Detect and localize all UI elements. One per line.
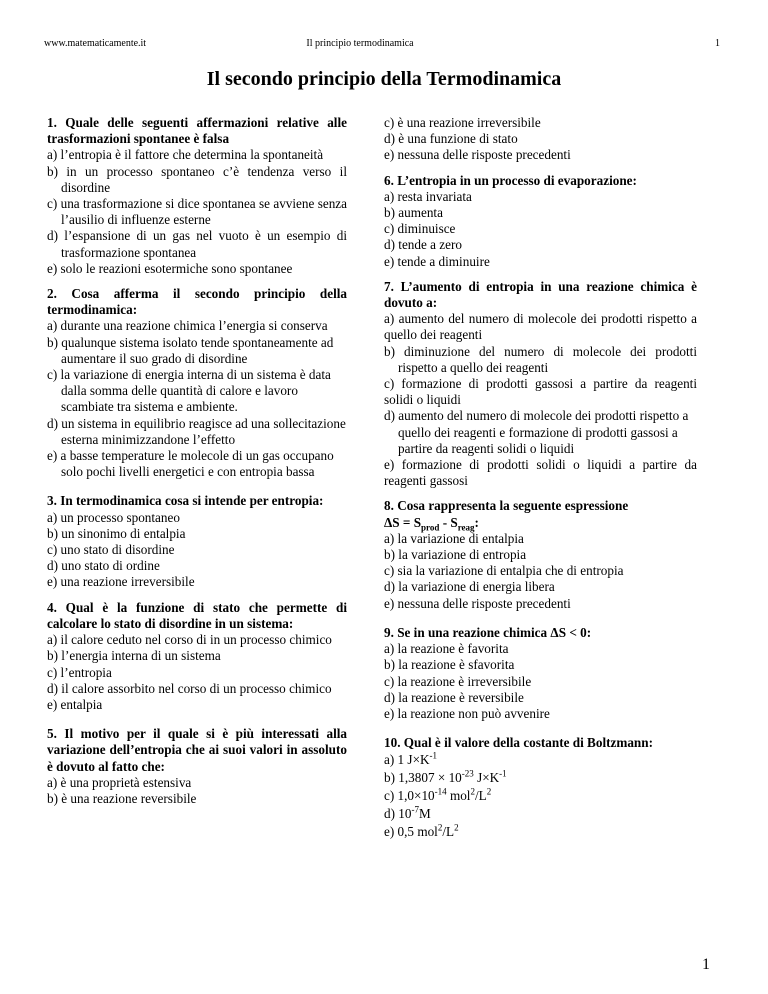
question-3 (47, 493, 347, 590)
q10-d-post: M (418, 806, 431, 822)
question-3-option-b: b) un sinonimo di entalpia (47, 525, 186, 541)
question-8-option-d: d) la variazione di energia libera (384, 579, 555, 595)
question-9 (384, 625, 697, 722)
question-10-option-b (384, 769, 697, 787)
q10-e-sup1: 2 (437, 822, 443, 833)
question-9-option-a: a) la reazione è favorita (384, 641, 509, 657)
question-2-text: 2. Cosa afferma il secondo principio della termodinamica: (47, 286, 347, 318)
question-7 (384, 279, 697, 490)
question-7-option-d: d) aumento del numero di molecole dei prodotti rispetto a quello dei reagenti e formazione di prodotti gassosi a partire da reagenti solidi o liquidi (384, 408, 689, 456)
q10-e-text: e) 0,5 mol (384, 824, 438, 840)
q10-d-sup: -7 (411, 804, 419, 815)
question-8-lead: 8. Cosa rappresenta la seguente espressione (384, 498, 629, 514)
q10-c-sup2: 2 (470, 786, 475, 797)
question-3-option-e: e) una reazione irreversibile (47, 574, 195, 590)
question-10-option-d (384, 805, 697, 823)
question-4-option-e: e) entalpia (47, 696, 103, 712)
question-9-option-e: e) la reazione non può avvenire (384, 705, 550, 721)
q10-b-sup2: -1 (499, 768, 507, 779)
q10-c-mid: mol (446, 788, 471, 804)
q10-e-sup2: 2 (454, 822, 459, 833)
question-8-expr-colon: : (474, 514, 479, 530)
question-1-option-e: e) solo le reazioni esotermiche sono spontanee (47, 260, 293, 276)
question-8-text (384, 498, 697, 533)
question-10-option-c (384, 787, 697, 805)
q10-c-post: /L (474, 788, 487, 804)
page-title: Il secondo principio della Termodinamica (206, 68, 562, 90)
header-page: 1 (715, 38, 720, 49)
question-6-text: 6. L’entropia in un processo di evaporazione: (384, 172, 637, 188)
q10-c-text: c) 1,0×10 (384, 788, 435, 804)
question-5 (47, 726, 347, 807)
question-2-option-e: e) a basse temperature le molecole di un gas occupano solo pochi livelli energetici e con entropia bassa (47, 448, 334, 480)
question-8-option-e: e) nessuna delle risposte precedenti (384, 595, 571, 611)
question-5-continued (384, 115, 697, 164)
header-site: www.matematicamente.it (44, 38, 147, 49)
right-column (384, 115, 697, 850)
question-2-option-c: c) la variazione di energia interna di un sistema è data dalla somma delle quantità di calore e lavoro scambiate tra sistema e ambiente. (47, 367, 331, 415)
question-9-option-c: c) la reazione è irreversibile (384, 673, 532, 689)
question-2-option-d: d) un sistema in equilibrio reagisce ad una sollecitazione esterna minimizzandone l’effetto (47, 415, 346, 447)
question-3-text: 3. In termodinamica cosa si intende per entropia: (47, 493, 324, 509)
question-8-sub-prod: prod (421, 522, 440, 533)
question-8-expr-ds: ΔS = S (384, 514, 422, 530)
question-1-option-c: c) una trasformazione si dice spontanea se avviene senza l’ausilio di influenze esterne (47, 196, 347, 228)
question-6-option-e: e) tende a diminuire (384, 253, 490, 269)
question-8-sub-reag: reag (457, 522, 475, 533)
question-2-option-b: b) qualunque sistema isolato tende spontaneamente ad aumentare il suo grado di disordine (47, 334, 334, 366)
question-4-option-b: b) l’energia interna di un sistema (47, 648, 221, 664)
question-7-option-e: e) formazione di prodotti solidi o liquidi a partire da reagenti gassosi (384, 457, 697, 489)
question-3-option-d: d) uno stato di ordine (47, 558, 160, 574)
question-4-option-d: d) il calore assorbito nel corso di un processo chimico (47, 680, 332, 696)
q10-c-sup3: 2 (486, 786, 492, 797)
question-4-option-a: a) il calore ceduto nel corso di in un processo chimico (47, 632, 332, 648)
question-4-text: 4. Qual è la funzione di stato che permette di calcolare lo stato di disordine in un sistema: (47, 599, 347, 631)
question-5-option-e: e) nessuna delle risposte precedenti (384, 147, 571, 163)
header-topic: Il principio termodinamica (306, 38, 414, 49)
q10-d-text: d) 10 (384, 806, 412, 822)
question-8 (384, 498, 697, 611)
q10-b-text: b) 1,3807 × 10 (384, 770, 462, 786)
question-8-expr-minus: - S (439, 514, 458, 530)
question-1-option-a: a) l’entropia è il fattore che determina la spontaneità (47, 147, 324, 163)
question-1-option-d: d) l’espansione di un gas nel vuoto è un esempio di trasformazione spontanea (47, 228, 347, 260)
question-6 (384, 173, 697, 270)
question-9-option-d: d) la reazione è reversibile (384, 689, 524, 705)
question-6-option-a: a) resta invariata (384, 188, 472, 204)
question-1-option-b: b) in un processo spontaneo c’è tendenza verso il disordine (47, 163, 347, 195)
question-10 (384, 735, 697, 841)
question-7-text: 7. L’aumento di entropia in una reazione chimica è dovuto a: (384, 278, 697, 311)
q10-c-sup1: -14 (434, 786, 447, 797)
question-7-option-a: a) aumento del numero di molecole dei prodotti rispetto a quello dei reagenti (384, 311, 697, 343)
q10-a-text: a) 1 J×K (384, 752, 430, 768)
question-7-option-c: c) formazione di prodotti gassosi a partire da reagenti solidi o liquidi (384, 376, 697, 408)
question-5-option-d: d) è una funzione di stato (384, 131, 518, 147)
question-7-option-b: b) diminuzione del numero di molecole dei prodotti rispetto a quello dei reagenti (384, 343, 697, 375)
question-5-option-c: c) è una reazione irreversibile (384, 115, 541, 130)
question-1-text: 1. Quale delle seguenti affermazioni relative alle trasformazioni spontanee è falsa (47, 115, 347, 147)
q10-a-sup: -1 (429, 750, 438, 761)
q10-b-sup1: -23 (461, 768, 474, 779)
question-1 (47, 115, 347, 277)
question-8-option-b: b) la variazione di entropia (384, 547, 527, 563)
question-8-option-a: a) la variazione di entalpia (384, 530, 524, 546)
question-9-text: 9. Se in una reazione chimica ΔS < 0: (384, 624, 592, 640)
question-10-option-e (384, 823, 697, 841)
question-5-text: 5. Il motivo per il quale si è più interessati alla variazione dell’entropia che ai suoi valori in assoluto è dovuto al fatto che: (47, 726, 347, 774)
question-2 (47, 286, 347, 480)
question-6-option-c: c) diminuisce (384, 221, 456, 237)
question-5-option-b: b) è una reazione reversibile (47, 790, 197, 806)
question-3-option-a: a) un processo spontaneo (47, 509, 180, 525)
question-6-option-b: b) aumenta (384, 205, 443, 221)
question-8-option-c: c) sia la variazione di entalpia che di entropia (384, 563, 624, 579)
q10-b-mid: J×K (473, 770, 500, 786)
question-2-option-a: a) durante una reazione chimica l’energia si conserva (47, 318, 328, 334)
question-4 (47, 600, 347, 713)
q10-e-mid: /L (442, 824, 455, 840)
question-10-option-a (384, 751, 697, 769)
question-5-option-a: a) è una proprietà estensiva (47, 774, 192, 790)
question-9-option-b: b) la reazione è sfavorita (384, 657, 515, 673)
question-6-option-d: d) tende a zero (384, 237, 462, 253)
left-column (47, 115, 347, 816)
question-10-text: 10. Qual è il valore della costante di Boltzmann: (384, 735, 653, 751)
footer-page-number: 1 (702, 956, 710, 973)
question-3-option-c: c) uno stato di disordine (47, 542, 175, 558)
question-4-option-c: c) l’entropia (47, 664, 112, 680)
